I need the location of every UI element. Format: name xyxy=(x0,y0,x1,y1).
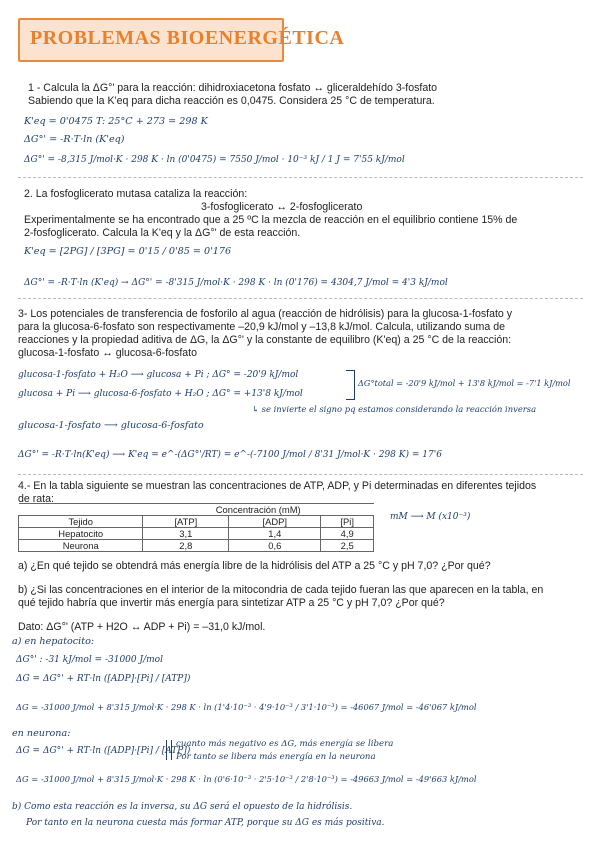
table-cell: 1,4 xyxy=(229,528,321,540)
separator xyxy=(18,177,583,178)
table-header: [ADP] xyxy=(229,516,321,528)
p3-reaction-2: glucosa + Pi ⟶ glucosa-6-fosfato + H₂O ; ΔG° = +13'8 kJ/mol xyxy=(18,389,303,399)
separator xyxy=(18,298,583,299)
p4-question-line2: de rata: xyxy=(18,493,54,505)
p2-answer-result: ΔG°' = -R·T·ln (K'eq) → ΔG°' = -8'315 J/mol·K · 298 K · ln (0'176) = 4304,7 J/mol = 4'3 kJ/mol xyxy=(24,278,448,288)
p1-question-line2: Sabiendo que la K'eq para dicha reacción es 0,0475. Considera 25 °C de temperatura. xyxy=(28,95,435,107)
table-row xyxy=(19,540,374,552)
page-title: PROBLEMAS BIOENERGÉTICA xyxy=(30,27,345,49)
table-cell: 2,8 xyxy=(143,540,229,552)
p3-reaction-1: glucosa-1-fosfato + H₂O ⟶ glucosa + Pi ; ΔG° = -20'9 kJ/mol xyxy=(18,370,299,380)
table-cell: Neurona xyxy=(19,540,143,552)
p1-question-line1: 1 - Calcula la ΔG°' para la reacción: dihidroxiacetona fosfato ↔ gliceraldehído 3-fosfato xyxy=(28,82,438,94)
answer-neurona-line2: ΔG = -31000 J/mol + 8'315 J/mol·K · 298 K · ln (0'6·10⁻³ · 2'5·10⁻³ / 2'8·10⁻³) = -49663 J/mol = -49'663 kJ/mol xyxy=(16,774,477,784)
answer-neurona-note1: cuanto más negativo es ΔG, más energía se libera xyxy=(176,739,394,749)
p4-dato: Dato: ΔG°' (ATP + H2O ↔ ADP + Pi) = –31,0 kJ/mol. xyxy=(18,621,266,633)
table-cell: 3,1 xyxy=(143,528,229,540)
table-group-header: Concentración (mM) xyxy=(143,504,374,516)
p4-question-a: a) ¿En qué tejido se obtendrá más energía libre de la hidrólisis del ATP a 25 °C y pH 7,0? ¿Por qué? xyxy=(18,560,491,572)
p3-global-reaction: glucosa-1-fosfato ⟶ glucosa-6-fosfato xyxy=(18,420,204,431)
p2-reaction: 3-fosfoglicerato ↔ 2-fosfoglicerato xyxy=(201,201,363,213)
table-header: Tejido xyxy=(19,516,143,528)
p3-question-line2: para la glucosa-6-fosfato son respectivamente –20,9 kJ/mol y –13,8 kJ/mol. Calcula, utilizando suma de xyxy=(18,321,505,333)
answer-a-heading: a) en hepatocito: xyxy=(12,636,95,647)
p1-answer-keq: K'eq = 0'0475 T: 25°C + 273 = 298 K xyxy=(24,116,208,127)
unit-conversion-note: mM ⟶ M (x10⁻³) xyxy=(390,512,471,522)
p2-question-line3: Experimentalmente se ha encontrado que a 25 ºC la mezcla de reacción en el equilibrio contiene 15% de xyxy=(24,214,518,226)
p2-answer-keq: K'eq = [2PG] / [3PG] = 0'15 / 0'85 = 0'176 xyxy=(24,246,232,257)
p2-question-line4: 2-fosfoglicerato. Calcula la K'eq y la ΔG°' de esta reacción. xyxy=(24,227,301,239)
answer-neurona-heading: en neurona: xyxy=(12,728,71,739)
answer-b-line2: Por tanto en la neurona cuesta más formar ATP, porque su ΔG es más positiva. xyxy=(26,818,385,828)
p4-question-b2: qué tejido habría que invertir más energía para sintetizar ATP a 25 °C y pH 7,0? ¿Por qué? xyxy=(18,597,445,609)
table-row xyxy=(19,528,374,540)
table-corner xyxy=(19,504,143,516)
answer-a-line3: ΔG = -31000 J/mol + 8'315 J/mol·K · 298 K · ln (1'4·10⁻³ · 4'9·10⁻³ / 3'1·10⁻³) = -46067 J/mol = -46'067 kJ/mol xyxy=(16,702,477,712)
table-cell: 4,9 xyxy=(321,528,374,540)
answer-neurona-line1: ΔG = ΔG°' + RT·ln ([ADP]·[Pi] / [ATP]) xyxy=(16,746,191,756)
p4-question-b1: b) ¿Si las concentraciones en el interior de la mitocondria de cada tejido fueran las que aparecen en la tabla, en xyxy=(18,584,544,596)
p2-question-line1: 2. La fosfoglicerato mutasa cataliza la reacción: xyxy=(24,188,248,200)
p1-answer-formula: ΔG°' = -R·T·ln (K'eq) xyxy=(24,134,125,145)
p4-question-line1: 4.- En la tabla siguiente se muestran las concentraciones de ATP, ADP, y Pi determinadas en diferentes tejidos xyxy=(18,480,537,492)
table-header: [Pi] xyxy=(321,516,374,528)
answer-neurona-note2: Por tanto se libera más energía en la neurona xyxy=(176,752,376,762)
double-bar xyxy=(166,740,172,760)
p3-note: ↳ se invierte el signo pq estamos considerando la reacción inversa xyxy=(252,404,537,414)
p3-keq-result: ΔG°' = -R·T·ln(K'eq) ⟶ K'eq = e^-(ΔG°'/RT) = e^-(-7100 J/mol / 8'31 J/mol·K · 298 K) = 17'6 xyxy=(18,450,442,460)
table-header: [ATP] xyxy=(143,516,229,528)
p3-total: ΔG°total = -20'9 kJ/mol + 13'8 kJ/mol = -7'1 kJ/mol xyxy=(358,378,571,388)
table-cell: 2,5 xyxy=(321,540,374,552)
p3-question-line1: 3- Los potenciales de transferencia de fosforilo al agua (reacción de hidrólisis) para la glucosa-1-fosfato y xyxy=(18,308,513,320)
answer-a-line2: ΔG = ΔG°' + RT·ln ([ADP]·[Pi] / [ATP]) xyxy=(16,674,191,684)
answer-b-line1: b) Como esta reacción es la inversa, su ΔG será el opuesto de la hidrólisis. xyxy=(12,802,353,812)
concentration-table xyxy=(18,503,374,552)
table-cell: Hepatocito xyxy=(19,528,143,540)
p3-question-line3: reacciones y la propiedad aditiva de ΔG, la ΔG°' y la constante de equilibro (K'eq) a 25 °C de la reacción: xyxy=(18,334,512,346)
p3-question-line4: glucosa-1-fosfato ↔ glucosa-6-fosfato xyxy=(18,347,198,359)
sum-bracket xyxy=(346,370,355,400)
separator xyxy=(18,474,583,475)
answer-a-line1: ΔG°' : -31 kJ/mol = -31000 J/mol xyxy=(16,655,163,665)
title-banner xyxy=(18,18,345,62)
p1-answer-result: ΔG°' = -8,315 J/mol·K · 298 K · ln (0'0475) = 7550 J/mol · 10⁻³ kJ / 1 J = 7'55 kJ/mol xyxy=(24,155,405,165)
table-cell: 0,6 xyxy=(229,540,321,552)
